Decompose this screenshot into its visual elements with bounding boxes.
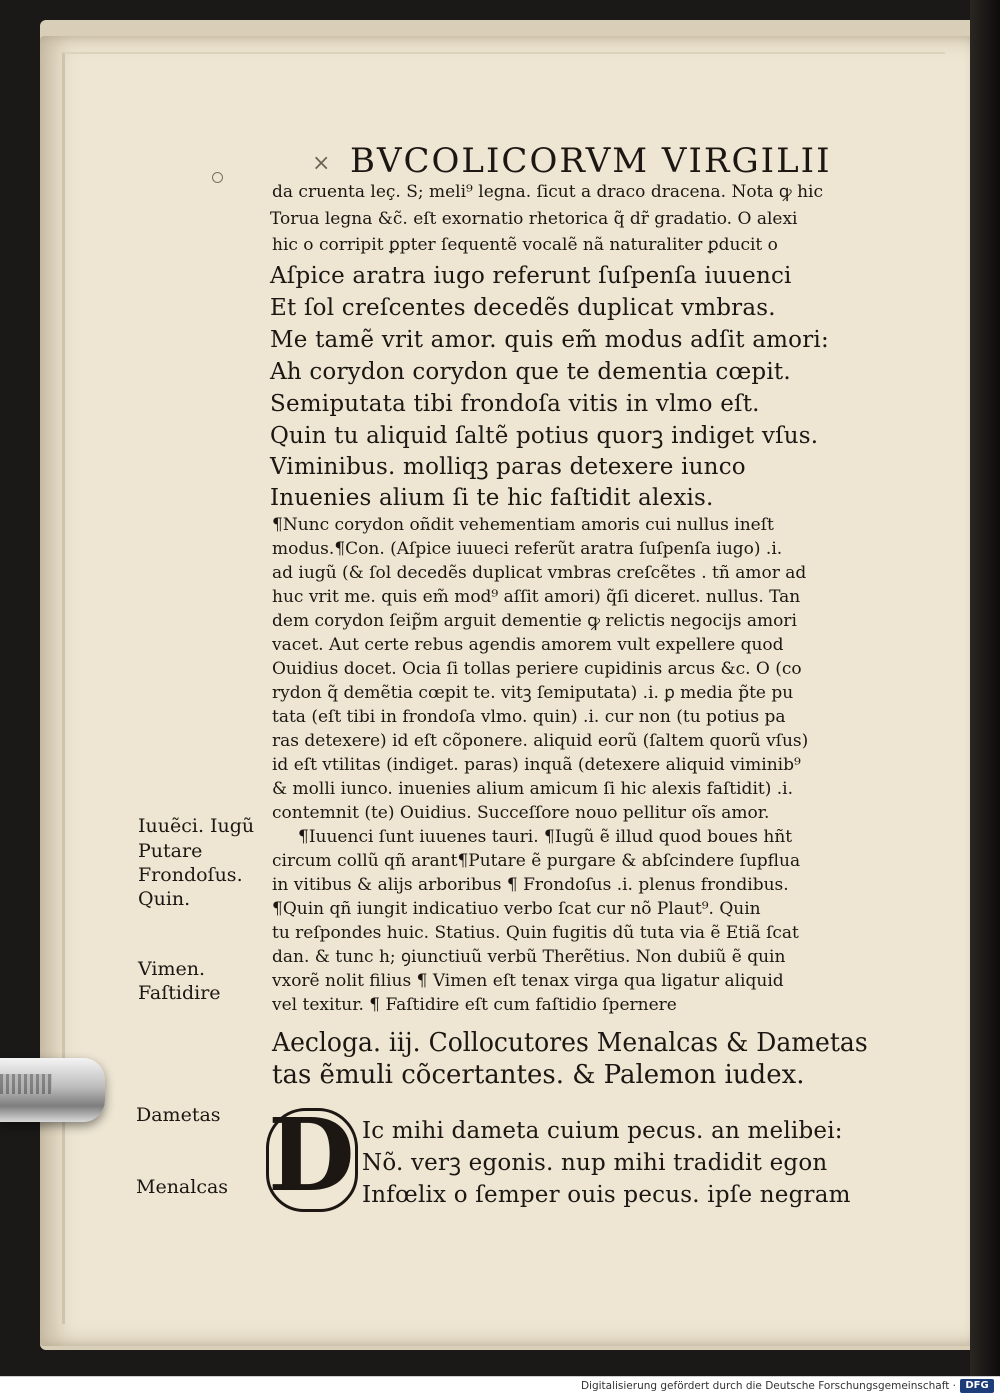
dfg-logo: DFG (960, 1379, 994, 1393)
commentary-line: Torua legna &c̃. eſt exornatio rhetorica q̃ dr̃ gradatio. O alexi (270, 209, 798, 229)
commentary-line: huc vrit me. quis em̃ mod⁹ aſſit amori) q̃ſi diceret. nullus. Tan (272, 587, 801, 607)
eclogue-heading-line: Aecloga. iij. Collocutores Menalcas & Dametas (272, 1028, 868, 1058)
commentary-line: rydon q̃ demẽtia cœpit te. vitꝫ ſemiputata) .i. ꝑ media p̃te pu (272, 683, 794, 703)
commentary-line: vxorẽ nolit filius ¶ Vimen eſt tenax virga qua ligatur aliquid (272, 971, 784, 991)
commentary-line: vel texitur. ¶ Faſtidire eſt cum faſtidio ſpernere (272, 995, 677, 1015)
speaker-label: Menalcas (136, 1176, 229, 1198)
commentary-line: ¶Iuuenci ſunt iuuenes tauri. ¶Iugũ ẽ illud quod boues hñt (298, 827, 793, 847)
verse-line: Aſpice aratra iugo referunt ſuſpenſa iuuenci (270, 263, 792, 289)
speaker-label: Dametas (136, 1104, 221, 1126)
commentary-line: dem corydon ſeip̃m arguit dementie ꝙ relictis negocijs amori (272, 611, 797, 631)
decorated-initial: D (268, 1096, 355, 1214)
commentary-line: in vitibus & alijs arboribus ¶ Frondoſus .i. plenus frondibus. (272, 875, 789, 895)
commentary-line: hic o corripit ꝑpter ſequentẽ vocalẽ nã naturaliter ꝑducit o (272, 235, 778, 255)
commentary-line: contemnit (te) Ouidius. Succeſſore nouo pellitur oĩs amor. (272, 803, 770, 823)
pinhole-mark (212, 172, 223, 183)
verse-line: Nõ. verꝫ egonis. nup mihi tradidit egon (362, 1150, 828, 1176)
footer-credit: Digitalisierung gefördert durch die Deutsche Forschungsgemeinschaft · (580, 1380, 956, 1392)
verse-line: Ic mihi dameta cuium pecus. an melibei: (362, 1118, 843, 1144)
verse-line: Quin tu aliquid ſaltẽ potius quorꝫ indiget vſus. (270, 423, 819, 449)
verse-line: Semiputata tibi frondoſa vitis in vlmo eſt. (270, 391, 760, 417)
commentary-line: tu reſpondes huic. Statius. Quin fugitis dũ tuta via ẽ Etiã ſcat (272, 923, 799, 943)
commentary-line: ¶Nunc corydon oñdit vehementiam amoris cui nullus ineſt (272, 515, 774, 535)
commentary-line: da cruenta leç. S; meli⁹ legna. ſicut a draco dracena. Nota ꝙ hic (272, 182, 823, 202)
eclogue-heading-line: tas ẽmuli cõcertantes. & Palemon iudex. (272, 1060, 805, 1090)
commentary-line: dan. & tunc h; ꝯiunctiuũ verbũ Therẽtius. Non dubiũ ẽ quin (272, 947, 786, 967)
verse-line: Inuenies alium ſi te hic faſtidit alexis. (270, 485, 714, 511)
margin-gloss: Frondoſus. (138, 864, 243, 886)
margin-gloss: Iuuẽci. Iugũ (138, 815, 255, 837)
commentary-line: id eſt vtilitas (indiget. paras) inquã (detexere aliquid viminib⁹ (272, 755, 801, 775)
verse-line: Et ſol creſcentes decedẽs duplicat vmbras. (270, 295, 776, 321)
verse-line: Ah corydon corydon que te dementia cœpit. (270, 359, 791, 385)
commentary-line: modus.¶Con. (Aſpice iuueci referũt aratra ſuſpenſa iugo) .i. (272, 539, 783, 559)
book-right-edge (970, 0, 1000, 1396)
commentary-line: tata (eſt tibi in frondoſa vlmo. quin) .i. cur non (tu potius pa (272, 707, 786, 727)
verse-line: Me tamẽ vrit amor. quis em̃ modus adſit amori: (270, 327, 829, 353)
margin-gloss: Putare (138, 840, 203, 862)
commentary-line: ¶Quin qñ iungit indicatiuo verbo ſcat cur nõ Plaut⁹. Quin (272, 899, 761, 919)
margin-gloss: Quin. (138, 888, 191, 910)
commentary-line: ras detexere) id eſt cõponere. aliquid eorũ (ſaltem quorũ vſus) (272, 731, 809, 751)
page-clip-ridges (0, 1074, 52, 1094)
verse-line: Infœlix o ſemper ouis pecus. ipſe negram (362, 1182, 851, 1208)
commentary-line: & molli iunco. inuenies alium amicum ſi hic alexis faſtidit) .i. (272, 779, 793, 799)
margin-gloss: Vimen. (138, 958, 206, 980)
commentary-line: vacet. Aut certe rebus agendis amorem vult expellere quod (272, 635, 784, 655)
commentary-line: Ouidius docet. Ocia ſi tollas periere cupidinis arcus &c. O (co (272, 659, 802, 679)
running-head: BVCOLICORVM VIRGILII (350, 141, 832, 181)
commentary-line: circum collũ qñ arant¶Putare ẽ purgare & abſcindere ſupflua (272, 851, 801, 871)
verse-line: Viminibus. molliqꝫ paras detexere iunco (270, 454, 746, 480)
commentary-line: ad iugũ (& ſol decedẽs duplicat vmbras creſcẽtes . tñ amor ad (272, 563, 807, 583)
printers-mark: × (312, 151, 331, 176)
margin-gloss: Faſtidire (138, 982, 221, 1004)
